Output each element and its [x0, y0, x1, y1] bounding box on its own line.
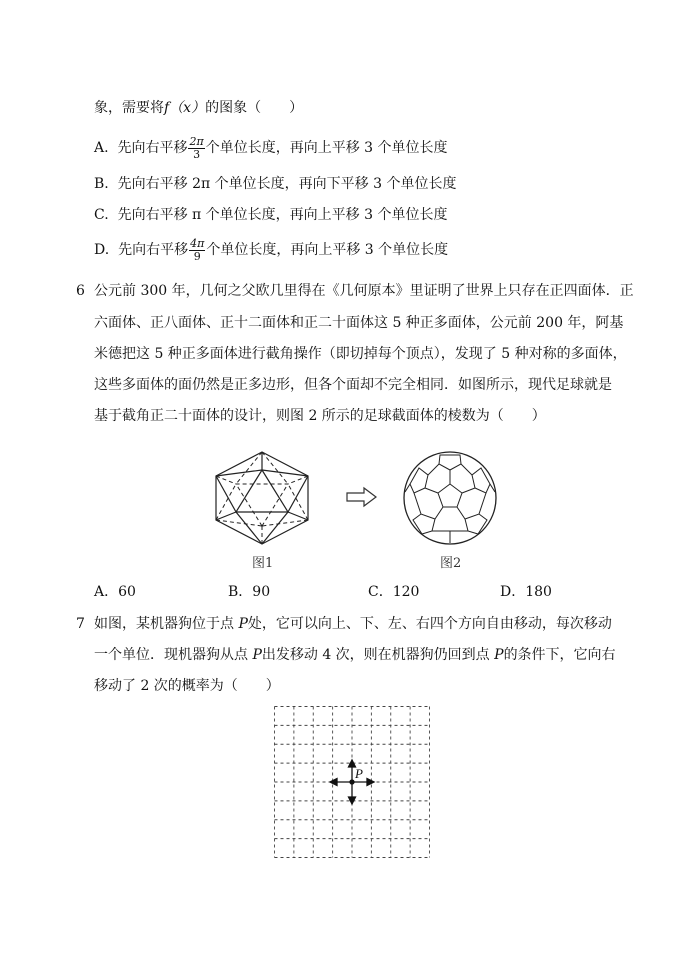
- option-value: 180: [525, 584, 552, 600]
- q7-line-2: [94, 645, 616, 665]
- option-label: A．: [94, 584, 119, 600]
- q5-option-d: [94, 236, 448, 264]
- q5-option-c: [94, 205, 448, 225]
- right-arrow-icon: [346, 487, 378, 507]
- q7-point-p-2: P: [494, 647, 504, 663]
- option-label: C.: [94, 207, 109, 223]
- q6-option-c: [368, 582, 419, 602]
- option-text: 先向右平移 2π 个单位长度，再向下平移 3 个单位长度: [117, 176, 457, 192]
- q6-option-a: [94, 582, 136, 602]
- q5-option-b: [94, 174, 456, 194]
- option-text-2: 个单位长度，再向上平移 3 个单位长度: [206, 242, 449, 258]
- q6-option-d: [500, 582, 552, 602]
- q6-line-3: 米德把这 5 种正多面体进行截角操作（即切掉每个顶点），发现了 5 种对称的多面体，: [94, 346, 627, 362]
- q7-point-p: P: [252, 647, 262, 663]
- option-value: 120: [392, 584, 420, 600]
- soccer-ball-figure: [402, 450, 498, 546]
- fraction: [189, 238, 205, 263]
- q7-text: 如图，某机器狗位于点: [94, 616, 239, 632]
- q5-stem: [94, 98, 303, 118]
- q6-line-1: 公元前 300 年，几何之父欧几里得在《几何原本》里证明了世界上只存在正四面体．正: [94, 283, 634, 299]
- option-label: D.: [94, 242, 110, 258]
- figure-1-caption: 图1: [252, 556, 274, 571]
- q7-number: 7: [76, 616, 85, 632]
- q5-stem-text-2: 的图象（ ）: [205, 100, 304, 116]
- q7-text-2: 出发移动 4 次，则在机器狗仍回到点: [261, 647, 495, 663]
- fraction-denominator: 9: [193, 249, 201, 263]
- figure-2-caption: 图2: [440, 556, 462, 571]
- q7-line-3: 移动了 2 次的概率为（ ）: [94, 678, 280, 694]
- q6-option-b: [228, 582, 270, 602]
- option-text: 先向右平移: [118, 242, 189, 258]
- q7-text-2: 处，它可以向上、下、左、右四个方向自由移动，每次移动: [247, 616, 612, 632]
- option-label: D．: [500, 584, 526, 600]
- option-text: 先向右平移 π 个单位长度，再向上平移 3 个单位长度: [117, 207, 448, 223]
- fraction-denominator: 3: [193, 147, 201, 161]
- option-text: 先向右平移: [117, 140, 188, 156]
- option-label: A.: [94, 140, 109, 156]
- direction-arrows-icon: [330, 760, 374, 804]
- q7-point-p: P: [238, 616, 248, 632]
- icosahedron-figure: [212, 448, 312, 548]
- option-text-2: 个单位长度，再向上平移 3 个单位长度: [205, 140, 448, 156]
- q6-line-2: 六面体、正八面体、正十二面体和正二十面体这 5 种正多面体，公元前 200 年，阿基: [94, 315, 624, 331]
- option-label: B．: [228, 584, 253, 600]
- q6-line-5: 基于截角正二十面体的设计，则图 2 所示的足球截面体的棱数为（ ）: [94, 408, 546, 424]
- q5-stem-text: 象，需要将: [94, 100, 164, 116]
- q7-line-1: [94, 614, 612, 634]
- movement-grid-figure: [274, 706, 430, 858]
- option-label: C．: [368, 584, 393, 600]
- q5-stem-func: f（x）: [164, 100, 206, 116]
- q7-text: 一个单位．现机器狗从点: [94, 647, 253, 663]
- fraction-numerator: 4π: [190, 236, 205, 250]
- q7-text-3: 的条件下，它向右: [503, 647, 616, 663]
- fraction: [188, 136, 204, 161]
- fraction-numerator: 2π: [189, 134, 204, 148]
- option-value: 60: [118, 584, 136, 600]
- option-value: 90: [252, 584, 271, 600]
- q5-option-a: [94, 134, 448, 162]
- q6-number: 6: [76, 283, 85, 299]
- grid-point-label: P: [355, 766, 363, 781]
- q6-line-4: 这些多面体的面仍然是正多边形，但各个面却不完全相同．如图所示，现代足球就是: [94, 377, 612, 393]
- option-label: B.: [94, 176, 109, 192]
